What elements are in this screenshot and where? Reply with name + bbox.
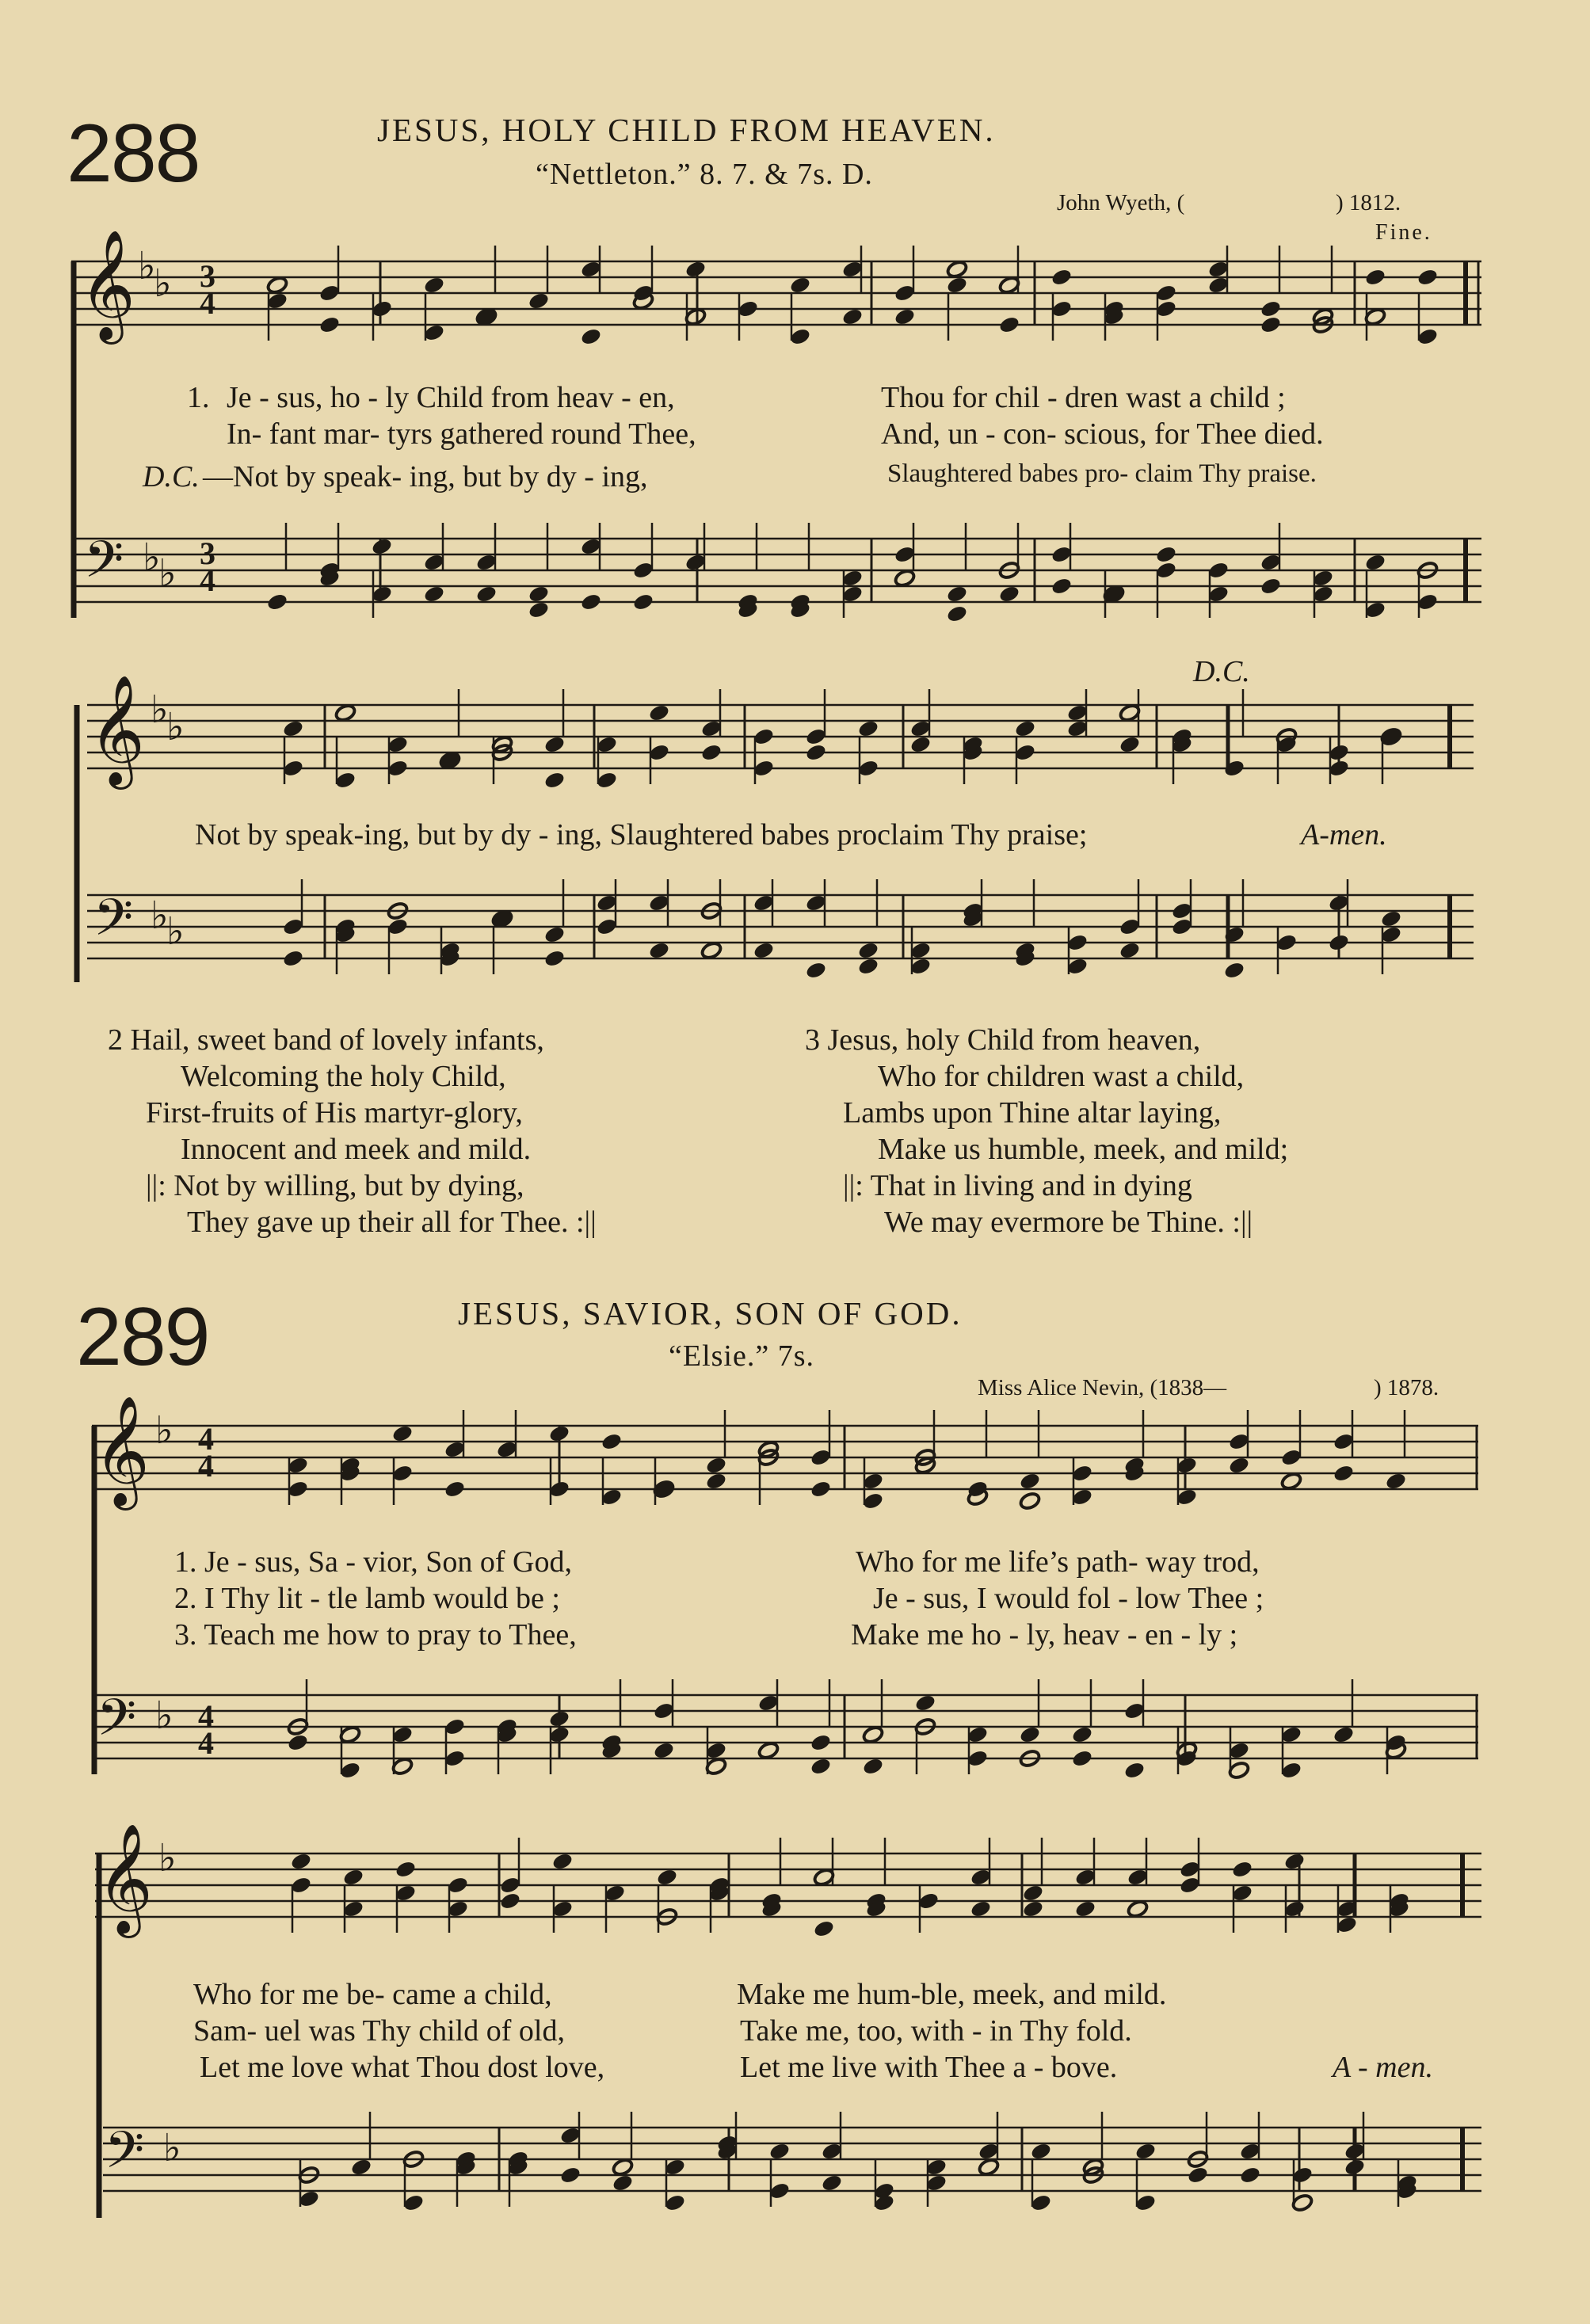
- note-head: [684, 260, 707, 280]
- note-head: [580, 327, 603, 347]
- time-signature-289: 4 4: [198, 1421, 214, 1484]
- author-288: John Wyeth, (: [1057, 190, 1185, 215]
- bass-clef-icon: 𝄢: [97, 1689, 137, 1760]
- note-head: [1119, 735, 1142, 755]
- lyric-289-r2a: Sam- uel was Thy child of old,: [193, 2014, 565, 2048]
- note-head: [290, 1852, 313, 1872]
- staff-288-2-treble: [87, 697, 1474, 808]
- treble-clef-icon: 𝄞: [89, 675, 145, 785]
- note-head: [282, 949, 305, 969]
- note-head: [705, 1472, 728, 1492]
- note-head: [499, 1892, 522, 1911]
- lyric-289-r1b: Make me hum-ble, meek, and mild.: [737, 1978, 1167, 2011]
- treble-clef-icon: 𝄞: [79, 230, 135, 340]
- time-signature-288: 3 4: [200, 258, 215, 321]
- note-head: [580, 592, 603, 612]
- key-flat-icon: ♭: [166, 705, 185, 749]
- note-head: [1283, 1852, 1306, 1872]
- key-flat-icon: ♭: [155, 1693, 173, 1738]
- lyric-288-3: Not by speak-ing, but by dy - ing, Slaughtered babes proclaim Thy praise;: [195, 818, 1088, 851]
- lyric-289-r2b: Take me, too, with - in Thy fold.: [740, 2014, 1132, 2048]
- note-head: [862, 1757, 885, 1777]
- note-head: [1417, 268, 1439, 288]
- note-head: [543, 771, 566, 791]
- amen-288: A-men.: [1301, 818, 1387, 851]
- bass-clef-icon: 𝄢: [93, 889, 134, 960]
- note-head: [1239, 2166, 1262, 2185]
- note-head: [894, 569, 917, 589]
- note-head: [1022, 1884, 1045, 1903]
- note-head: [612, 2174, 635, 2193]
- key-flat-icon: ♭: [151, 893, 169, 938]
- system-brace-289-1: [90, 1418, 98, 1782]
- note-head: [528, 585, 551, 604]
- note-head: [1364, 268, 1387, 288]
- note-head: [1050, 577, 1073, 596]
- note-head: [1074, 1899, 1097, 1919]
- note-head: [551, 1852, 574, 1872]
- lyric-288-2a: In- fant mar- tyrs gathered round Thee,: [227, 417, 696, 451]
- staff-289-1-bass: [92, 1679, 1478, 1790]
- note-head: [998, 585, 1021, 604]
- lyric-289-2b: Je - sus, I would fol - low Thee ;: [873, 1582, 1264, 1615]
- lyric-289-3b: Make me ho - ly, heav - en - ly ;: [851, 1618, 1238, 1652]
- note-head: [342, 1868, 365, 1888]
- note-head: [391, 1424, 414, 1444]
- tune-name-288: “Nettleton.” 8. 7. & 7s. D.: [536, 158, 873, 191]
- note-head: [857, 719, 880, 739]
- treble-clef-icon: 𝄞: [93, 1396, 150, 1506]
- lyric-289-1b: Who for me life’s path- way trod,: [856, 1545, 1260, 1579]
- key-flat-icon: ♭: [154, 261, 172, 306]
- note-head: [648, 941, 671, 961]
- staff-288-1-treble: [71, 253, 1481, 364]
- note-head: [528, 600, 551, 620]
- lyric-288-1a: Je - sus, ho - ly Child from heav - en,: [227, 381, 675, 414]
- note-head: [648, 703, 671, 723]
- note-head: [543, 949, 566, 969]
- note-head: [805, 743, 828, 763]
- lyric-289-3a: 3. Teach me how to pray to Thee,: [174, 1618, 577, 1652]
- key-flat-icon: ♭: [155, 1408, 173, 1453]
- key-flat-icon: ♭: [158, 1836, 177, 1880]
- note-head: [789, 276, 812, 295]
- lyric-288-dc-a: —Not by speak- ing, but by dy - ing,: [203, 460, 648, 493]
- note-head: [1030, 2142, 1053, 2162]
- note-head: [318, 315, 341, 335]
- dc-mark-288: D.C.: [1193, 655, 1250, 688]
- note-head: [1380, 909, 1403, 929]
- key-flat-icon: ♭: [138, 244, 156, 288]
- note-head: [528, 291, 551, 311]
- note-head: [946, 276, 969, 295]
- dc-label-288: D.C.: [143, 460, 200, 493]
- system-brace-289-2: [93, 1846, 105, 2226]
- note-head: [810, 1757, 833, 1777]
- note-head: [757, 1741, 780, 1761]
- key-flat-icon: ♭: [158, 551, 177, 596]
- note-head: [1228, 1456, 1251, 1476]
- note-head: [287, 1733, 310, 1753]
- note-head: [1019, 1472, 1042, 1492]
- note-head: [1119, 941, 1142, 961]
- note-head: [862, 1725, 885, 1745]
- note-head: [1014, 719, 1037, 739]
- note-head: [946, 260, 969, 280]
- note-head: [909, 735, 932, 755]
- note-head: [656, 1868, 679, 1888]
- note-head: [857, 957, 880, 977]
- lyric-289-r3b: Let me live with Thee a - bove.: [740, 2051, 1118, 2084]
- note-head: [559, 2166, 582, 2185]
- note-head: [1333, 1464, 1356, 1484]
- note-head: [1071, 1749, 1094, 1769]
- note-head: [1019, 1492, 1042, 1511]
- note-head: [1155, 545, 1178, 565]
- lyric-289-1a: 1. Je - sus, Sa - vior, Son of God,: [174, 1545, 572, 1579]
- note-head: [266, 276, 289, 295]
- hymn-number-288: 288: [67, 108, 200, 200]
- lyric-288-2b: And, un - con- scious, for Thee died.: [881, 417, 1324, 451]
- note-head: [1019, 1725, 1042, 1745]
- note-head: [894, 307, 917, 327]
- note-head: [1260, 315, 1283, 335]
- note-head: [841, 307, 864, 327]
- bass-clef-icon: 𝄢: [105, 2121, 145, 2193]
- note-head: [475, 585, 498, 604]
- system-brace-288-1: [70, 253, 78, 634]
- note-head: [1022, 1899, 1045, 1919]
- note-head: [266, 592, 289, 612]
- note-head: [768, 2142, 791, 2162]
- note-head: [1333, 1725, 1356, 1745]
- staff-289-1-treble: [92, 1418, 1478, 1529]
- bass-clef-icon: 𝄢: [84, 531, 124, 602]
- note-head: [1123, 1761, 1146, 1781]
- note-head: [1260, 299, 1283, 319]
- note-head: [810, 1733, 833, 1753]
- lyric-289-r3a: Let me love what Thou dost love,: [200, 2051, 605, 2084]
- note-head: [1364, 553, 1387, 573]
- note-head: [813, 1919, 836, 1939]
- note-head: [632, 592, 655, 612]
- note-head: [946, 585, 969, 604]
- note-head: [543, 925, 566, 945]
- note-head: [946, 604, 969, 624]
- note-head: [753, 941, 776, 961]
- note-head: [334, 703, 357, 723]
- verse-number-288: 1.: [187, 381, 210, 414]
- key-flat-icon: ♭: [151, 688, 169, 732]
- note-head: [423, 276, 446, 295]
- time-signature-288-bass: 3 4: [200, 535, 215, 598]
- note-head: [350, 2158, 373, 2177]
- note-head: [612, 2158, 635, 2177]
- tune-name-289: “Elsie.” 7s.: [669, 1339, 815, 1373]
- note-head: [700, 743, 723, 763]
- hymn-number-289: 289: [76, 1291, 209, 1383]
- stanza-3: 3 Jesus, holy Child from heaven, Who for children wast a child, Lambs upon Thine altar laying, Make us humble, meek, and mild; ||: That in living and in dying We may evermore be Thine. :||: [805, 1023, 1289, 1239]
- staff-288-2-bass: [87, 879, 1474, 990]
- note-head: [444, 1480, 467, 1499]
- author-289: Miss Alice Nevin, (1838—: [978, 1375, 1227, 1400]
- note-head: [1050, 268, 1073, 288]
- note-head: [1134, 2142, 1157, 2162]
- note-head: [282, 719, 305, 739]
- note-head: [653, 1741, 676, 1761]
- hymn-title-289: JESUS, SAVIOR, SON OF GOD.: [458, 1295, 963, 1332]
- note-head: [914, 1693, 937, 1713]
- lyric-288-1b: Thou for chil - dren wast a child ;: [881, 381, 1286, 414]
- system-brace-288-2: [73, 697, 81, 990]
- lyric-289-r1a: Who for me be- came a child,: [193, 1978, 552, 2011]
- note-head: [1260, 577, 1283, 596]
- staff-289-2-bass: [103, 2112, 1481, 2223]
- note-head: [423, 585, 446, 604]
- hymn-title-288: JESUS, HOLY CHILD FROM HEAVEN.: [377, 112, 996, 148]
- amen-289: A - men.: [1333, 2051, 1433, 2084]
- note-head: [395, 1860, 418, 1880]
- note-head: [371, 537, 394, 557]
- lyric-288-dc-b: Slaughtered babes pro- claim Thy praise.: [887, 459, 1317, 488]
- author-year-288: ) 1812.: [1336, 190, 1401, 215]
- note-head: [1223, 961, 1246, 981]
- fine-mark: Fine.: [1375, 220, 1432, 245]
- note-head: [805, 961, 828, 981]
- staff-289-2-treble: [95, 1846, 1481, 1956]
- note-head: [1127, 1899, 1150, 1919]
- note-head: [810, 1480, 833, 1499]
- note-head: [821, 2174, 844, 2193]
- key-flat-icon: ♭: [166, 909, 185, 954]
- note-head: [970, 1899, 993, 1919]
- time-signature-289-bass: 4 4: [198, 1698, 214, 1761]
- note-head: [1071, 1725, 1094, 1745]
- treble-clef-icon: 𝄞: [97, 1823, 153, 1933]
- note-head: [1231, 1860, 1254, 1880]
- key-flat-icon: ♭: [143, 535, 161, 580]
- note-head: [1280, 1472, 1303, 1492]
- staff-288-1-bass: [71, 523, 1481, 634]
- author-year-289: ) 1878.: [1374, 1375, 1439, 1400]
- note-head: [1187, 2166, 1210, 2185]
- note-head: [857, 941, 880, 961]
- note-head: [998, 315, 1021, 335]
- note-head: [700, 941, 723, 961]
- note-head: [601, 1432, 623, 1452]
- lyric-289-2a: 2. I Thy lit - tle lamb would be ;: [174, 1582, 560, 1615]
- note-head: [543, 735, 566, 755]
- note-head: [978, 2158, 1001, 2177]
- note-head: [705, 1456, 728, 1476]
- note-head: [1385, 1472, 1408, 1492]
- key-flat-icon: ♭: [163, 2126, 181, 2170]
- stanza-2: 2 Hail, sweet band of lovely infants, Welcoming the holy Child, First-fruits of His martyr-glory, Innocent and meek and mild. ||: Not by willing, but by dying, They gave up their all for Thee. :||: [108, 1023, 597, 1239]
